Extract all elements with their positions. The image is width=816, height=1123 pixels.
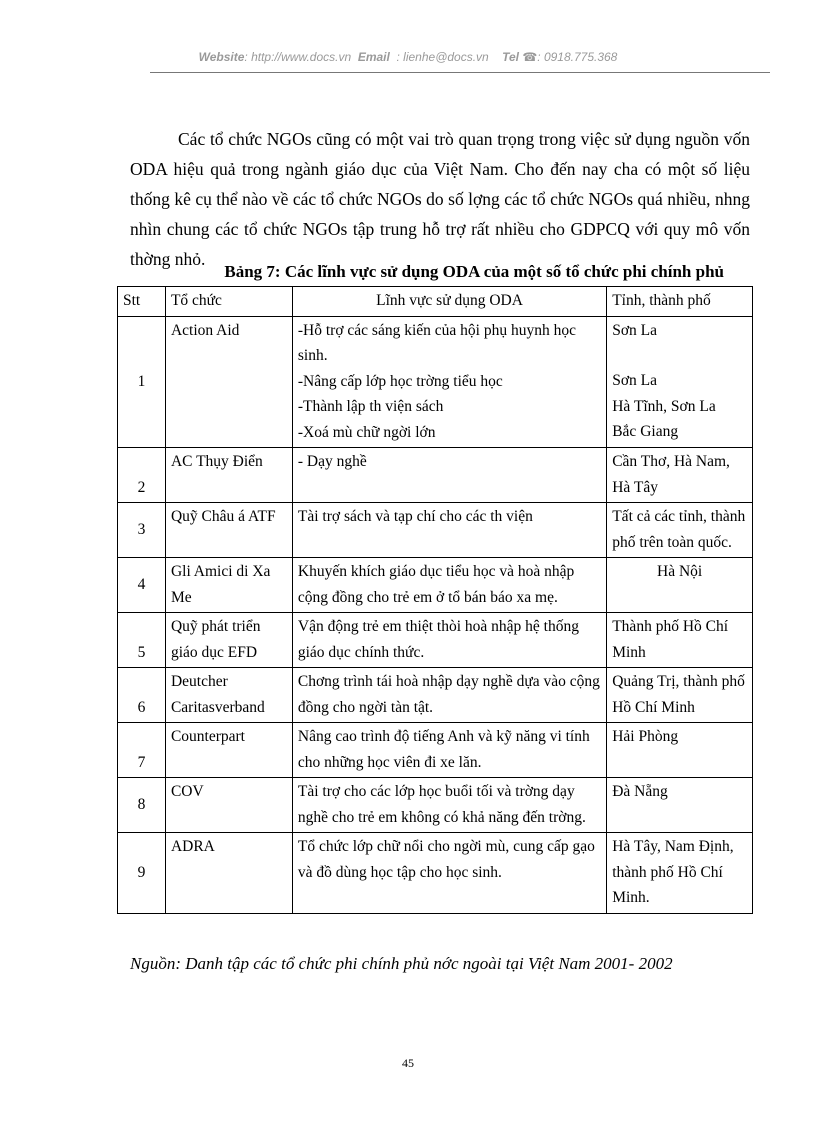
row-stt: 9 — [118, 833, 166, 914]
row-province: Tất cả các tỉnh, thành phố trên toàn quốc. — [607, 503, 753, 558]
row-province: Quảng Trị, thành phố Hồ Chí Minh — [607, 668, 753, 723]
row-province: Hà Nội — [607, 558, 753, 613]
row-province: Hải Phòng — [607, 723, 753, 778]
row-org: Quỹ Châu á ATF — [165, 503, 292, 558]
header-province: Tỉnh, thành phố — [607, 287, 753, 317]
row-org: AC Thụy Điển — [165, 448, 292, 503]
row-stt: 8 — [118, 778, 166, 833]
table-row — [118, 316, 753, 448]
row-org: COV — [165, 778, 292, 833]
email-value[interactable]: : lienhe@docs.vn — [396, 50, 489, 64]
header-stt: Stt — [118, 287, 166, 317]
province-line: Hà Tĩnh, Sơn La — [612, 397, 716, 415]
table-row — [118, 613, 753, 668]
province-line: Bắc Giang — [612, 423, 679, 440]
row-field: Tài trợ cho các lớp học buổi tối và trờng dạy nghề cho trẻ em không có khả năng đến trờng. — [292, 778, 606, 833]
table-row — [118, 668, 753, 723]
table-row — [118, 503, 753, 558]
website-label: Website — [198, 50, 245, 64]
table-row — [118, 833, 753, 914]
table-row — [118, 778, 753, 833]
row-org: Quỹ phát triển giáo dục EFD — [165, 613, 292, 668]
row-field: Nâng cao trình độ tiếng Anh và kỹ năng vi tính cho những học viên đi xe lăn. — [292, 723, 606, 778]
row-stt: 4 — [118, 558, 166, 613]
email-label: Email — [357, 50, 390, 64]
row-org: Deutcher Caritasverband — [165, 668, 292, 723]
row-field: - Dạy nghề — [292, 448, 606, 503]
field-line: -Hỗ trợ các sáng kiến của hội phụ huynh học sinh. — [297, 321, 576, 364]
row-province: Hà Tây, Nam Định, thành phố Hồ Chí Minh. — [607, 833, 753, 914]
row-stt: 5 — [118, 613, 166, 668]
body-paragraph — [130, 124, 750, 274]
province-line: Sơn La — [612, 321, 658, 339]
table-row — [118, 558, 753, 613]
oda-table — [117, 286, 753, 914]
tel-label: Tel — [502, 50, 519, 64]
row-org: Gli Amici di Xa Me — [165, 558, 292, 613]
field-line: -Xoá mù chữ ngời lớn — [297, 423, 436, 441]
row-org: Action Aid — [165, 316, 292, 448]
table-row — [118, 448, 753, 503]
page-header — [0, 50, 816, 64]
header-org: Tổ chức — [165, 287, 292, 317]
row-stt: 7 — [118, 723, 166, 778]
row-stt: 3 — [118, 503, 166, 558]
row-field: Tổ chức lớp chữ nổi cho ngời mù, cung cấp gạo và đồ dùng học tập cho học sinh. — [292, 833, 606, 914]
field-line: -Thành lập th viện sách — [297, 398, 444, 415]
row-org: Counterpart — [165, 723, 292, 778]
row-province — [607, 316, 753, 448]
tel-value: : 0918.775.368 — [537, 50, 618, 64]
row-stt: 6 — [118, 668, 166, 723]
website-value[interactable]: : http://www.docs.vn — [244, 50, 352, 64]
table-caption: Bảng 7: Các lĩnh vực sử dụng ODA của một số tổ chức phi chính phủ — [224, 262, 724, 281]
row-province: Thành phố Hồ Chí Minh — [607, 613, 753, 668]
header-field: Lĩnh vực sử dụng ODA — [292, 287, 606, 317]
phone-icon: ☎ — [522, 50, 538, 64]
field-line: -Nâng cấp lớp học trờng tiểu học — [297, 372, 503, 390]
row-field — [292, 316, 606, 448]
row-province: Đà Nẵng — [607, 778, 753, 833]
row-stt: 2 — [118, 448, 166, 503]
row-field: Vận động trẻ em thiệt thòi hoà nhập hệ thống giáo dục chính thức. — [292, 613, 606, 668]
table-header-row — [118, 287, 753, 317]
row-stt: 1 — [118, 316, 166, 448]
row-field: Khuyến khích giáo dục tiểu học và hoà nhập cộng đồng cho trẻ em ở tổ bán báo xa mẹ. — [292, 558, 606, 613]
page-number: 45 — [402, 1056, 414, 1070]
source-note: Nguồn: Danh tập các tổ chức phi chính phủ nớc ngoài tại Việt Nam 2001- 2002 — [130, 954, 673, 973]
header-divider — [150, 72, 770, 73]
paragraph-text: Các tổ chức NGOs cũng có một vai trò quan trọng trong việc sử dụng nguồn vốn ODA hiệu quả trong ngành giáo dục của Việt Nam. Cho đến nay cha có một số liệu thống kê cụ thể nào về các tổ chức NGOs do số lợng các tổ chức NGOs quá nhiều, nhng nhìn chung các tổ chức NGOs tập trung hỗ trợ rất nhiều cho GDPCQ với quy mô vốn thờng nhỏ. — [130, 129, 750, 269]
row-field: Chơng trình tái hoà nhập dạy nghề dựa vào cộng đồng cho ngời tàn tật. — [292, 668, 606, 723]
province-line: Sơn La — [612, 372, 658, 389]
row-field: Tài trợ sách và tạp chí cho các th viện — [292, 503, 606, 558]
table-row — [118, 723, 753, 778]
row-province: Cần Thơ, Hà Nam, Hà Tây — [607, 448, 753, 503]
row-org: ADRA — [165, 833, 292, 914]
